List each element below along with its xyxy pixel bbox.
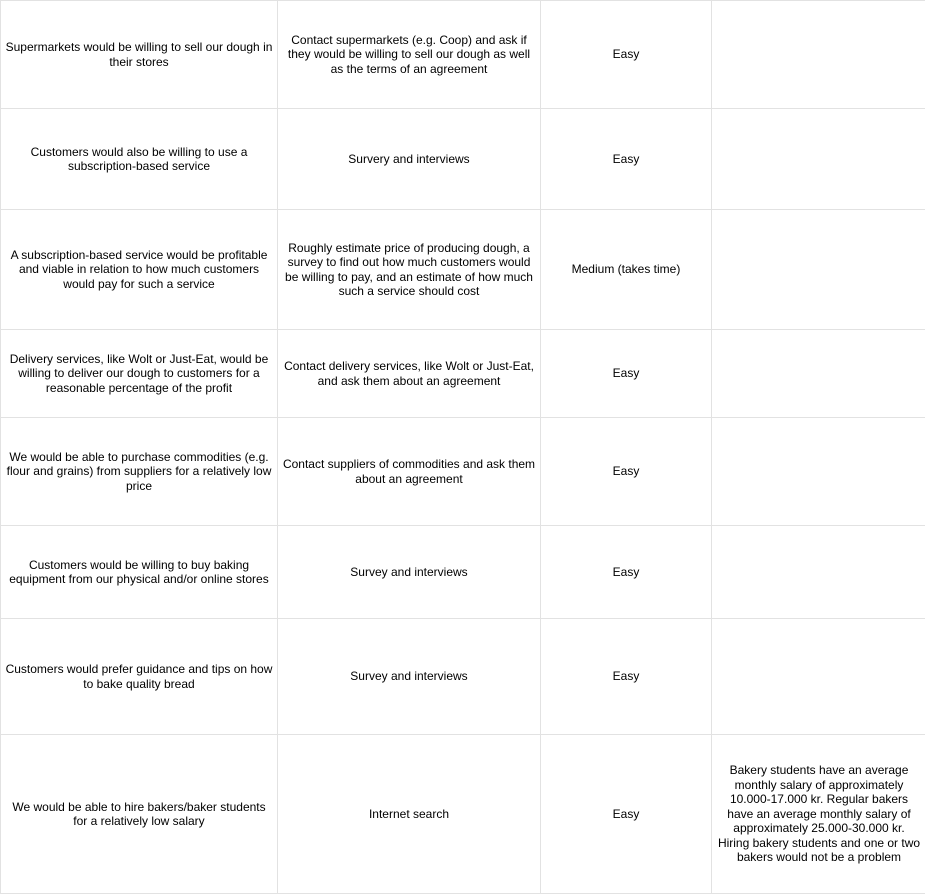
hypothesis-cell[interactable]: Customers would also be willing to use a subscription-based service — [1, 109, 278, 210]
result-cell[interactable] — [712, 109, 925, 210]
difficulty-cell[interactable]: Easy — [541, 330, 712, 418]
method-cell[interactable]: Contact delivery services, like Wolt or Just-Eat, and ask them about an agreement — [278, 330, 541, 418]
hypothesis-cell[interactable]: We would be able to purchase commodities (e.g. flour and grains) from suppliers for a relatively low price — [1, 418, 278, 526]
method-cell[interactable]: Contact supermarkets (e.g. Coop) and ask if they would be willing to sell our dough as well as the terms of an agreement — [278, 1, 541, 109]
method-cell[interactable]: Survery and interviews — [278, 109, 541, 210]
difficulty-cell[interactable]: Easy — [541, 109, 712, 210]
method-cell[interactable]: Roughly estimate price of producing dough, a survey to find out how much customers would be willing to pay, and an estimate of how much such a service should cost — [278, 210, 541, 330]
hypothesis-cell[interactable]: Delivery services, like Wolt or Just-Eat, would be willing to deliver our dough to customers for a reasonable percentage of the profit — [1, 330, 278, 418]
result-cell[interactable] — [712, 418, 925, 526]
method-cell[interactable]: Survey and interviews — [278, 526, 541, 619]
hypothesis-cell[interactable]: Customers would prefer guidance and tips on how to bake quality bread — [1, 619, 278, 735]
difficulty-cell[interactable]: Medium (takes time) — [541, 210, 712, 330]
method-cell[interactable]: Contact suppliers of commodities and ask them about an agreement — [278, 418, 541, 526]
difficulty-cell[interactable]: Easy — [541, 1, 712, 109]
table-row — [1, 418, 925, 526]
table-row — [1, 735, 925, 894]
table-row — [1, 330, 925, 418]
difficulty-cell[interactable]: Easy — [541, 526, 712, 619]
table-row — [1, 619, 925, 735]
difficulty-cell[interactable]: Easy — [541, 735, 712, 894]
hypothesis-cell[interactable]: A subscription-based service would be profitable and viable in relation to how much customers would pay for such a service — [1, 210, 278, 330]
hypothesis-cell[interactable]: Customers would be willing to buy baking equipment from our physical and/or online stores — [1, 526, 278, 619]
result-cell[interactable] — [712, 1, 925, 109]
method-cell[interactable]: Survey and interviews — [278, 619, 541, 735]
table-row — [1, 526, 925, 619]
table-row — [1, 1, 925, 109]
hypothesis-cell[interactable]: Supermarkets would be willing to sell our dough in their stores — [1, 1, 278, 109]
result-cell[interactable] — [712, 619, 925, 735]
result-cell[interactable] — [712, 526, 925, 619]
result-cell[interactable] — [712, 330, 925, 418]
result-cell[interactable] — [712, 210, 925, 330]
hypothesis-cell[interactable]: We would be able to hire bakers/baker students for a relatively low salary — [1, 735, 278, 894]
table-row — [1, 109, 925, 210]
method-cell[interactable]: Internet search — [278, 735, 541, 894]
table-row — [1, 210, 925, 330]
result-cell[interactable]: Bakery students have an average monthly salary of approximately 10.000-17.000 kr. Regular bakers have an average monthly salary of approximately 25.000-30.000 kr. Hiring bakery students and one or two bakers would not be a problem — [712, 735, 925, 894]
difficulty-cell[interactable]: Easy — [541, 619, 712, 735]
difficulty-cell[interactable]: Easy — [541, 418, 712, 526]
